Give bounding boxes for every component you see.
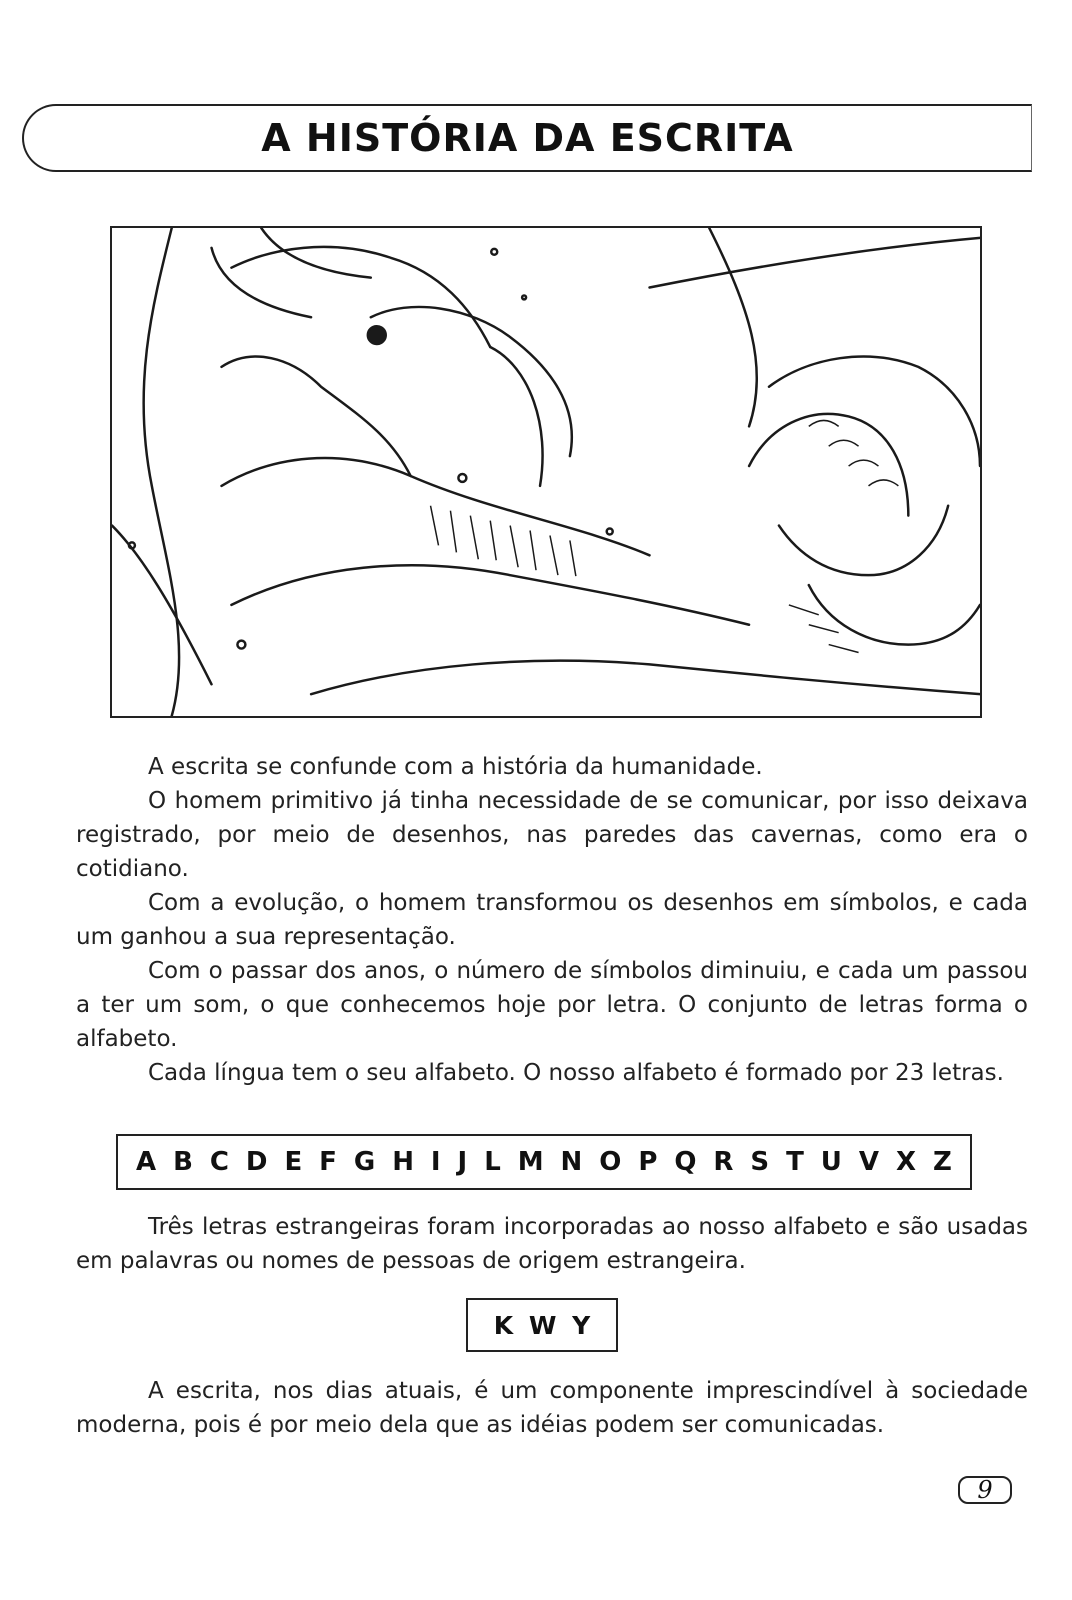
alphabet-letter: B: [173, 1147, 193, 1177]
alphabet-letter: A: [136, 1147, 157, 1177]
intro-paragraph-3: Com a evolução, o homem transformou os desenhos em símbolos, e cada um ganhou a sua representação.: [76, 890, 1028, 950]
alphabet-letter: H: [392, 1147, 414, 1177]
alphabet-letter: D: [245, 1147, 268, 1177]
alphabet-letter: O: [599, 1147, 622, 1177]
foreign-letter: K: [493, 1310, 514, 1340]
alphabet-letter: E: [284, 1147, 303, 1177]
intro-paragraph-5: Cada língua tem o seu alfabeto. O nosso alfabeto é formado por 23 letras.: [148, 1060, 1004, 1086]
title-banner: [22, 104, 1032, 172]
foreign-letters-box: [466, 1298, 618, 1352]
alphabet-letter: Q: [674, 1147, 697, 1177]
alphabet-letter: I: [430, 1147, 441, 1177]
alphabet-letter: C: [209, 1147, 229, 1177]
intro-text: [76, 750, 1028, 1090]
alphabet-letter: J: [457, 1147, 468, 1177]
closing-text: [76, 1374, 1028, 1442]
alphabet-letter: V: [858, 1147, 879, 1177]
alphabet-letter: F: [319, 1147, 337, 1177]
intro-paragraph-1: A escrita se confunde com a história da humanidade.: [148, 754, 763, 780]
intro-paragraph-4: Com o passar dos anos, o número de símbolos diminuiu, e cada um passou a ter um som, o que conhecemos hoje por letra. O conjunto de letras forma o alfabeto.: [76, 958, 1028, 1052]
alphabet-letter: Z: [932, 1147, 952, 1177]
alphabet-letter: T: [786, 1147, 804, 1177]
closing-paragraph: A escrita, nos dias atuais, é um componente imprescindível à sociedade moderna, pois é por meio dela que as idéias podem ser comunicadas.: [76, 1378, 1028, 1438]
cave-painting-illustration: [110, 226, 982, 718]
alphabet-letter: N: [560, 1147, 583, 1177]
foreign-letters-text: [76, 1210, 1028, 1278]
page-title: A HISTÓRIA DA ESCRITA: [261, 116, 794, 160]
alphabet-letter: G: [353, 1147, 376, 1177]
foreign-letter: W: [528, 1310, 557, 1340]
foreign-letters-paragraph: Três letras estrangeiras foram incorporadas ao nosso alfabeto e são usadas em palavras ou nomes de pessoas de origem estrangeira.: [76, 1214, 1028, 1274]
alphabet-letter: S: [750, 1147, 770, 1177]
alphabet-letter: X: [895, 1147, 916, 1177]
alphabet-letter: L: [484, 1147, 501, 1177]
foreign-letter: Y: [572, 1310, 591, 1340]
page-number: 9: [958, 1476, 1012, 1504]
cave-painting-illustration-icon: [112, 228, 980, 716]
alphabet-letter: P: [638, 1147, 658, 1177]
alphabet-letter: R: [713, 1147, 734, 1177]
intro-paragraph-2: O homem primitivo já tinha necessidade de se comunicar, por isso deixava registrado, por meio de desenhos, nas paredes das cavernas, como era o cotidiano.: [76, 788, 1028, 882]
alphabet-letter: M: [517, 1147, 544, 1177]
alphabet-letter: U: [820, 1147, 842, 1177]
alphabet-box: [116, 1134, 972, 1190]
